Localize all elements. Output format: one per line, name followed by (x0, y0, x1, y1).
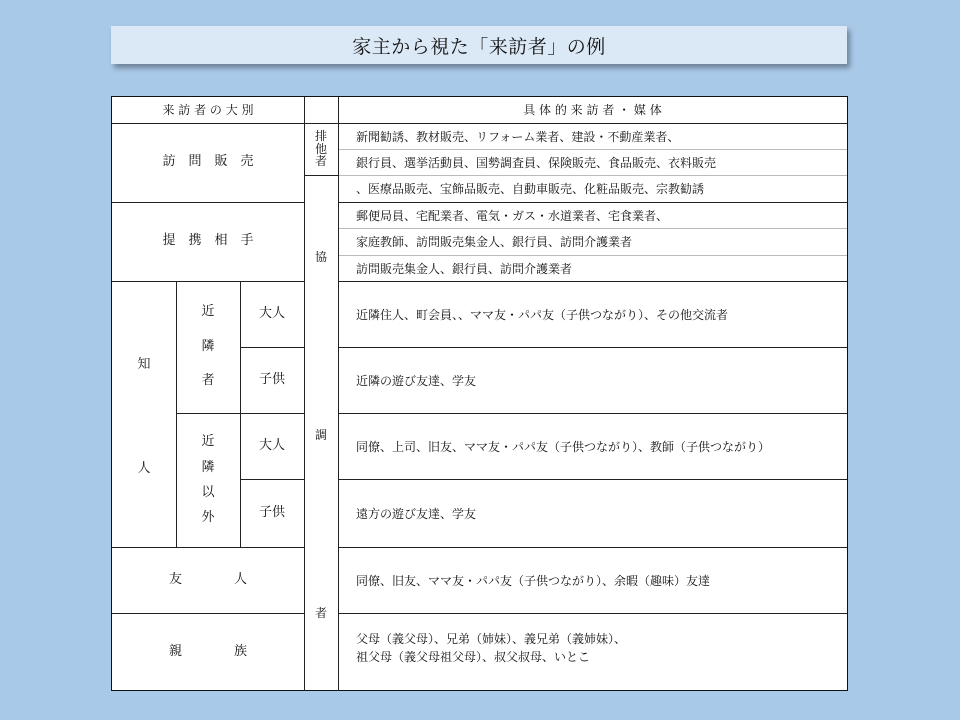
header-category: 来 訪 者 の 大 別 (162, 102, 254, 117)
category-partner: 提 携 相 手 (162, 233, 254, 249)
visitor-text: 祖父母（義父母祖父母）、叔父叔母、いとこ (356, 649, 591, 664)
neighbor-char: 近 (201, 304, 215, 320)
visitor-table (111, 96, 848, 691)
cooperation-char: 調 (314, 427, 327, 442)
visitor-text: 近隣住人、町会員、、ママ友・パパ友（子供つながり）、その他交流者 (356, 307, 729, 322)
cooperation-char: 協 (314, 249, 327, 264)
non-neighbor-char: 以 (201, 485, 215, 500)
column-divider (304, 97, 305, 691)
header-visitors: 具 体 的 来 訪 者 ・ 媒 体 (523, 102, 662, 117)
category-relatives: 親 族 (168, 643, 247, 659)
column-divider (338, 97, 339, 691)
visitor-text: 遠方の遊び友達、学友 (356, 506, 477, 521)
visitor-text: 同僚、旧友、ママ友・パパ友（子供つながり）、余暇（趣味）友達 (356, 573, 711, 588)
row-divider (304, 175, 338, 176)
non-neighbor-char: 外 (201, 510, 215, 526)
category-friend: 友 人 (168, 571, 247, 587)
non-neighbor-char: 近 (201, 434, 215, 450)
category-acquaintance-2: 人 (137, 460, 151, 476)
category-sales: 訪 問 販 売 (162, 154, 254, 170)
other-child-label: 子供 (258, 504, 285, 520)
visitor-text: 家庭教師、訪問販売集金人、銀行員、訪問介護業者 (356, 235, 633, 249)
neighbor-char: 者 (201, 373, 215, 389)
visitor-text: 父母（義父母）、兄弟（姉妹）、義兄弟（義姉妹）、 (356, 631, 627, 646)
row-divider (338, 613, 847, 614)
neighbor-child-label: 子供 (258, 371, 285, 387)
non-neighbor-char: 隣 (201, 459, 215, 475)
neighbor-adult-label: 大人 (258, 305, 285, 321)
cooperation-char: 者 (314, 605, 327, 620)
visitor-text: 、医療品販売、宝飾品販売、自動車販売、化粧品販売、宗教勧誘 (356, 182, 705, 196)
exclusion-char: 他 (314, 141, 327, 156)
category-acquaintance-1: 知 (137, 356, 151, 372)
category-neighbor (176, 281, 240, 413)
exclusion-char: 排 (314, 129, 327, 144)
visitor-text: 新聞勧誘、教材販売、リフォーム業者、建設・不動産業者、 (356, 129, 680, 144)
neighbor-char: 隣 (201, 338, 215, 354)
visitor-text: 訪問販売集金人、銀行員、訪問介護業者 (356, 261, 573, 276)
other-adult-label: 大人 (258, 437, 285, 453)
visitor-text: 郵便局員、宅配業者、電気・ガス・水道業者、宅食業者、 (356, 208, 669, 223)
visitor-text: 銀行員、選挙活動員、国勢調査員、保険販売、食品販売、衣料販売 (356, 155, 717, 170)
exclusion-label (304, 123, 338, 175)
visitor-text: 近隣の遊び友達、学友 (356, 373, 477, 388)
category-non-neighbor (176, 413, 240, 547)
exclusion-char: 者 (314, 154, 327, 169)
visitor-text: 同僚、上司、旧友、ママ友・パパ友（子供つながり）、教師（子供つながり） (356, 439, 771, 454)
slide-title: 家主から視た「来訪者」の例 (111, 26, 847, 64)
